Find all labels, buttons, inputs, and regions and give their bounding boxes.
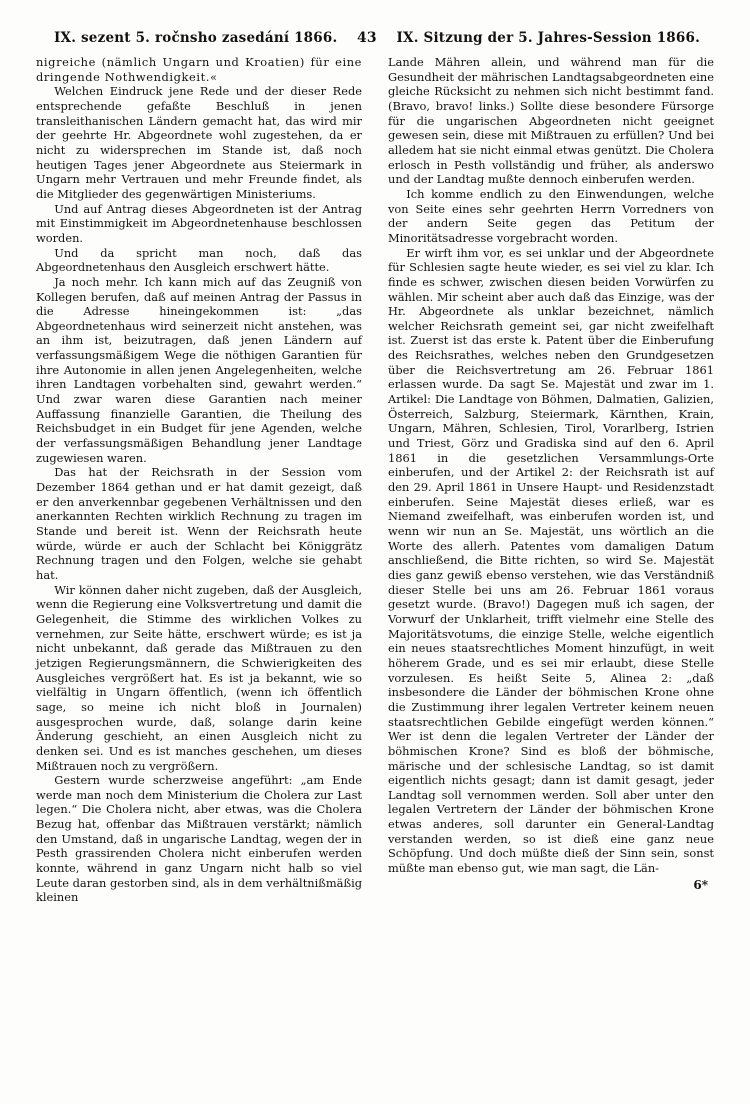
- left-column: [36, 55, 362, 905]
- paragraph: Und da spricht man noch, daß das Abgeordnetenhaus den Ausgleich erschwert hätte.: [36, 245, 362, 275]
- two-column-body: [36, 55, 714, 905]
- paragraph: Lande Mähren allein, und während man für die Gesundheit der mährischen Landtagsabgeordneten eine gleiche Rücksicht zu nehmen sich nicht bestimmt fand. (Bravo, bravo! links.) Sollte diese besondere Fürsorge für die ungarischen Abgeordneten nicht geeignet gewesen sein, diese mit Mißtrauen zu erfüllen? Und bei alledem hat sie nicht einmal etwas genützt. Die Cholera erlosch in Pesth vollständig und früher, als anderswo und der Landtag mußte dennoch einberufen werden.: [388, 55, 714, 187]
- right-column: [388, 55, 714, 893]
- paragraph: Ich komme endlich zu den Einwendungen, welche von Seite eines sehr geehrten Herrn Vorredners von der andern Seite gegen das Petitum der Minoritätsadresse vorgebracht worden.: [388, 186, 714, 245]
- paragraph: Ja noch mehr. Ich kann mich auf das Zeugniß von Kollegen berufen, daß auf meinen Antrag der Passus in die Adresse hineingekommen ist: „das Abgeordnetenhaus wird seinerzeit nicht anstehen, was an ihm ist, beizutragen, daß jenen Ländern auf verfassungsmäßigem Wege die nöthigen Garantien für ihre Autonomie in allen jenen Angelegenheiten, welche ihren Landtagen vorbehalten sind, gewahrt werden.“ Und zwar waren diese Garantien nach meiner Auffassung finanzielle Garantien, die Theilung des Reichsbudget in ein Budget für jene Agenden, welche der verfassungsmäßigen Behandlung jener Landtage zugewiesen waren.: [36, 274, 362, 465]
- signature-mark: 6*: [693, 877, 708, 892]
- paragraph: Er wirft ihm vor, es sei unklar und der Abgeordnete für Schlesien sagte heute wieder, es sei viel zu klar. Ich finde es schwer, zwischen diesen beiden Vorwürfen zu wählen. Mir scheint aber auch daß das Einzige, was der Hr. Abgeordnete als unklar bezeichnet, nämlich welcher Reichsrath gemeint sei, gar nicht zweifelhaft ist. Zuerst ist das erste k. Patent über die Einberufung des Reichsrathes, welches neben den Grundgesetzen über die Reichsvertretung am 26. Februar 1861 erlassen wurde. Da sagt Se. Majestät und zwar im 1. Artikel: Die Landtage von Böhmen, Dalmatien, Galizien, Österreich, Salzburg, Steiermark, Kärnthen, Krain, Ungarn, Mähren, Schlesien, Tirol, Vorarlberg, Istrien und Triest, Görz und Gradiska sind auf den 6. April 1861 in die gesetzlichen Versammlungs-Orte einberufen, und der Artikel 2: der Reichsrath ist auf den 29. April 1861 in Unsere Haupt- und Residenzstadt einberufen. Seine Majestät dieses erließ, war es Niemand zweifelhaft, was einberufen worden ist, und wenn wir nun an Se. Majestät, uns wörtlich an die Worte des allerh. Patentes vom damaligen Datum anschließend, die Bitte richten, so wird Se. Majestät dies ganz gewiß ebenso verstehen, wie das Verständniß dieser Stelle bei uns am 26. Februar 1861 voraus gesetzt wurde. (Bravo!) Dagegen muß ich sagen, der Vorwurf der Unklarheit, trifft vielmehr eine Stelle des Majoritätsvotums, die einzige Stelle, welche eigentlich ein neues staatsrechtliches Moment hinzufügt, in weit höherem Grade, und es sei mir erlaubt, diese Stelle vorzulesen. Es heißt Seite 5, Alinea 2: „daß insbesondere die Länder der böhmischen Krone ohne die Zustimmung ihrer legalen Vertreter keinem neuen staatsrechtlichen Gebilde eingefügt werden können.“ Wer ist denn die legalen Vertreter der Länder der böhmischen Krone? Sind es bloß der böhmische, märische und der schlesische Landtag, so ist damit eigentlich nichts gesagt; dann ist damit gesagt, jeder Landtag soll vernommen werden. Soll aber unter den legalen Vertretern der Länder der böhmischen Krone etwas anderes, soll darunter ein General-Landtag verstanden werden, so ist dieß eine ganz neue Schöpfung. Und doch müßte dieß der Sinn sein, sonst müßte man ebenso gut, wie man sagt, die Län-: [388, 245, 714, 876]
- paragraph: Das hat der Reichsrath in der Session vom Dezember 1864 gethan und er hat damit gezeigt, daß er den anverkennbar gegebenen Verhältnissen und den anerkannten Rechten wirklich Rechnung zu tragen im Stande und bereit ist. Wenn der Reichsrath heute würde, würde er auch der Schlacht bei Königgrätz Rechnung tragen und den Folgen, welche sie gehabt hat.: [36, 465, 362, 582]
- paragraph: Welchen Eindruck jene Rede und der dieser Rede entsprechende gefaßte Beschluß in jenen transleithanischen Ländern gemacht hat, das wird mir der geehrte Hr. Abgeordnete wohl zugestehen, da er nicht zu widersprechen im Stande ist, daß noch heutigen Tages jener Abgeordnete aus Steiermark in Ungarn mehr Vertrauen und mehr Freunde findet, als die Mitglieder des gegenwärtigen Ministeriums.: [36, 84, 362, 201]
- page-number: 43: [356, 30, 377, 46]
- header-title-german: IX. Sitzung der 5. Jahres-Session 1866.: [396, 30, 700, 46]
- paragraph: nigreiche (nämlich Ungarn und Kroatien) für eine dringende Nothwendigkeit.«: [36, 55, 362, 84]
- paragraph: Wir können daher nicht zugeben, daß der Ausgleich, wenn die Regierung eine Volksvertretung und damit die Gelegenheit, die Stimme des wirklichen Volkes zu vernehmen, zur Seite hätte, erschwert würde; es ist ja nicht unbekannt, daß gerade das Mißtrauen zu den jetzigen Regierungsmännern, die Schwierigkeiten des Ausgleiches vergrößert hat. Es ist ja bekannt, wie so vielfältig in Ungarn öffentlich, (wenn ich öffentlich sage, so meine ich nicht bloß in Journalen) ausgesprochen wurde, daß, solange darin keine Änderung geschieht, an einen Ausgleich nicht zu denken sei. Und es ist manches geschehen, um dieses Mißtrauen noch zu vergrößern.: [36, 582, 362, 773]
- paragraph: Und auf Antrag dieses Abgeordneten ist der Antrag mit Einstimmigkeit im Abgeordnetenhause beschlossen worden.: [36, 201, 362, 245]
- paragraph: Gestern wurde scherzweise angeführt: „am Ende werde man noch dem Ministerium die Cholera zur Last legen.“ Die Cholera nicht, aber etwas, was die Cholera Bezug hat, offenbar das Mißtrauen verstärkt; nämlich den Umstand, daß in ungarische Landtag, wegen der in Pesth grassirenden Cholera nicht einberufen werden konnte, während in ganz Ungarn nicht halb so viel Leute daran gestorben sind, als in dem verhältnißmäßig kleinen: [36, 773, 362, 905]
- page-header: [36, 30, 714, 49]
- header-title-czech: IX. sezent 5. ročnsho zasedání 1866.: [54, 30, 338, 46]
